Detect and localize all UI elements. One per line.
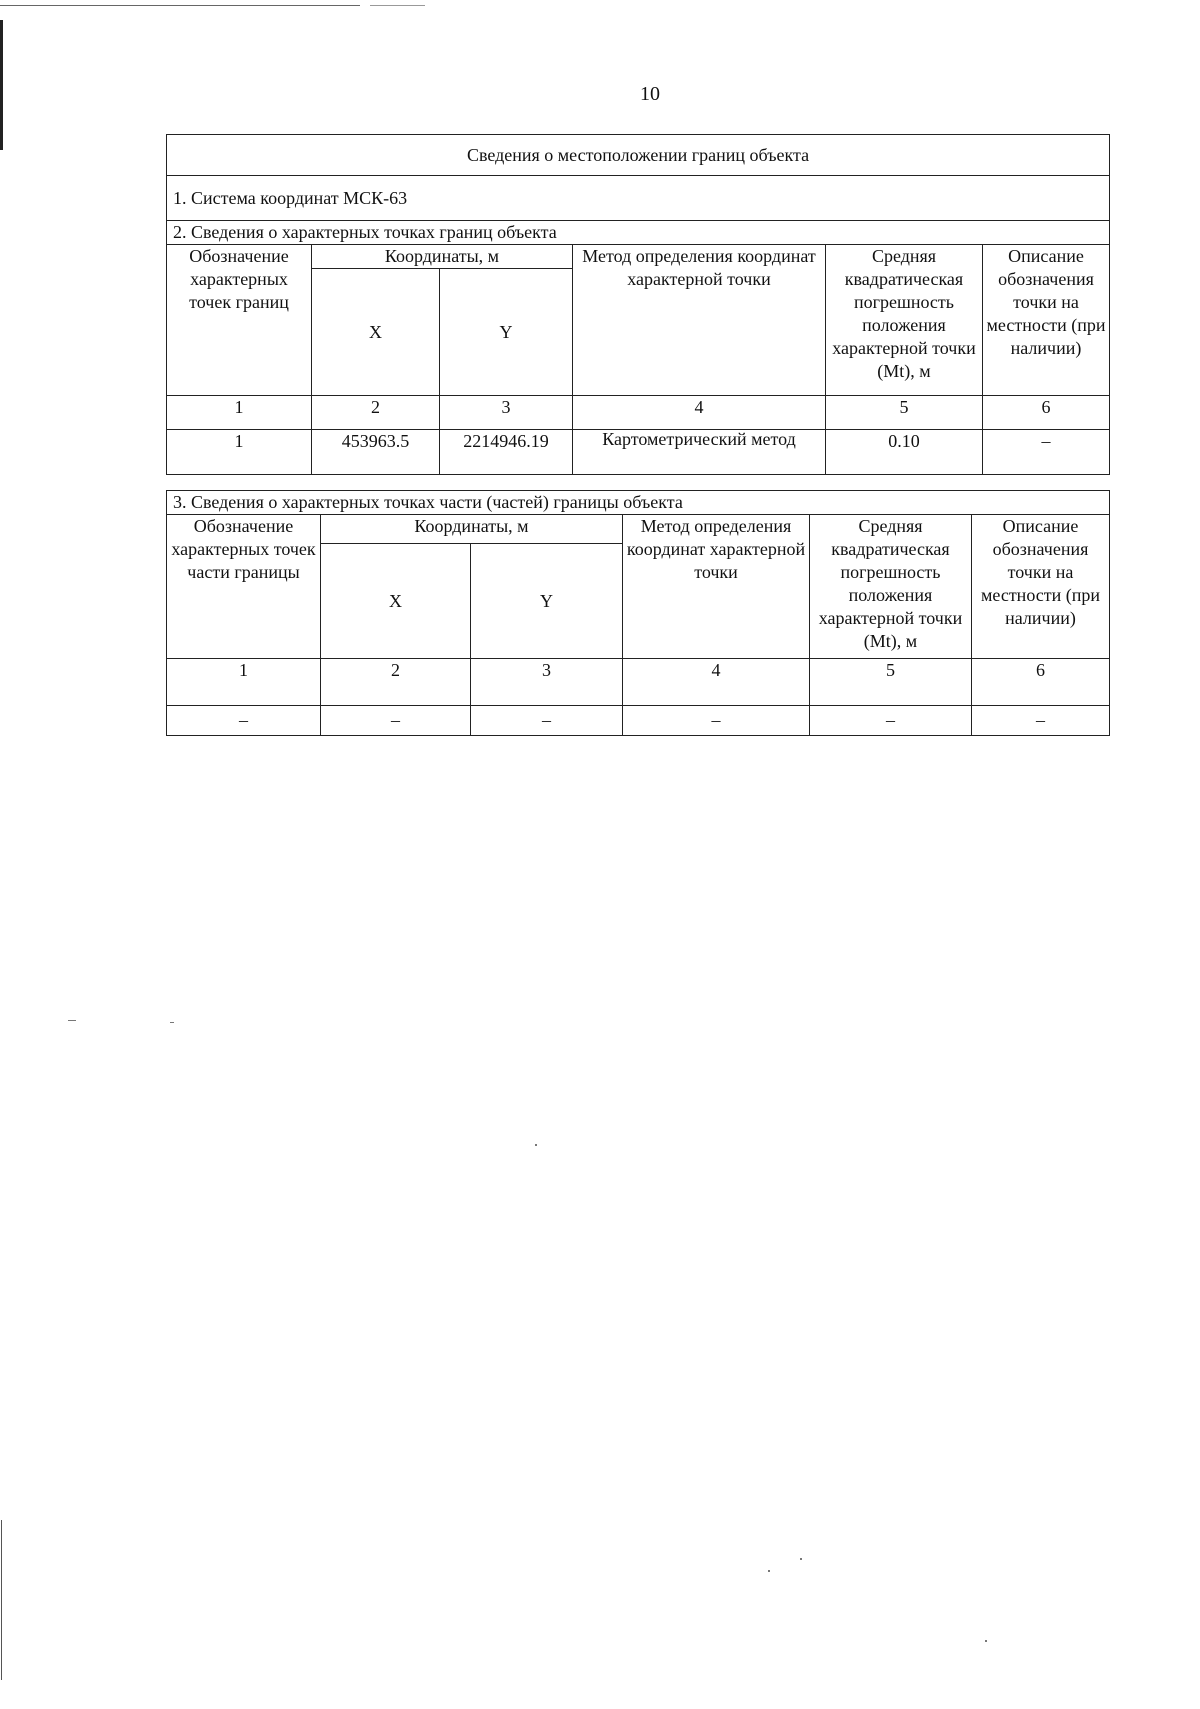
scan-edge-mark	[1, 1520, 2, 1680]
column-number: 6	[983, 396, 1110, 430]
section-2-title: 2. Сведения о характерных точках границ объекта	[167, 221, 1110, 245]
column-number: 5	[826, 396, 983, 430]
header-designation: Обозначение характерных точек части границы	[167, 515, 321, 659]
column-number: 3	[471, 659, 623, 706]
column-number: 2	[321, 659, 471, 706]
scan-speck	[800, 1558, 802, 1560]
column-number: 3	[440, 396, 573, 430]
column-number: 6	[972, 659, 1110, 706]
scan-artifact-line	[370, 5, 425, 6]
header-x: X	[312, 269, 440, 396]
header-coordinates: Координаты, м	[321, 515, 623, 544]
header-description: Описание обозначения точки на местности (при наличии)	[972, 515, 1110, 659]
column-number: 4	[573, 396, 826, 430]
column-number: 1	[167, 396, 312, 430]
header-y: Y	[440, 269, 573, 396]
coordinate-x: –	[321, 706, 471, 736]
scan-speck	[768, 1570, 770, 1572]
header-description: Описание обозначения точки на местности (при наличии)	[983, 245, 1110, 396]
header-designation: Обозначение характерных точек границ	[167, 245, 312, 396]
header-coordinates: Координаты, м	[312, 245, 573, 269]
column-number: 5	[810, 659, 972, 706]
table-title: Сведения о местоположении границ объекта	[167, 135, 1110, 176]
section-3-title: 3. Сведения о характерных точках части (частей) границы объекта	[167, 491, 1110, 515]
scan-artifact-line	[0, 5, 360, 6]
header-method: Метод определения координат характерной точки	[623, 515, 810, 659]
column-number: 4	[623, 659, 810, 706]
coordinate-system: 1. Система координат МСК-63	[167, 176, 1110, 221]
point-designation: –	[167, 706, 321, 736]
scan-speck	[170, 1022, 174, 1023]
column-number: 2	[312, 396, 440, 430]
page-number: 10	[640, 83, 660, 105]
column-number: 1	[167, 659, 321, 706]
part-boundary-table	[166, 490, 1110, 736]
coordinate-y: –	[471, 706, 623, 736]
determination-method: Картометрический метод	[573, 430, 826, 475]
coordinate-x: 453963.5	[312, 430, 440, 475]
coordinate-y: 2214946.19	[440, 430, 573, 475]
determination-method: –	[623, 706, 810, 736]
point-description: –	[972, 706, 1110, 736]
header-x: X	[321, 544, 471, 659]
scan-speck	[68, 1020, 76, 1021]
header-error: Средняя квадратическая погрешность положения характерной точки (Mt), м	[826, 245, 983, 396]
mean-square-error: 0.10	[826, 430, 983, 475]
boundary-info-table	[166, 134, 1110, 475]
header-y: Y	[471, 544, 623, 659]
scan-speck	[535, 1144, 537, 1146]
scan-speck	[985, 1640, 987, 1642]
point-designation: 1	[167, 430, 312, 475]
mean-square-error: –	[810, 706, 972, 736]
header-method: Метод определения координат характерной точки	[573, 245, 826, 396]
header-error: Средняя квадратическая погрешность положения характерной точки (Mt), м	[810, 515, 972, 659]
point-description: –	[983, 430, 1110, 475]
